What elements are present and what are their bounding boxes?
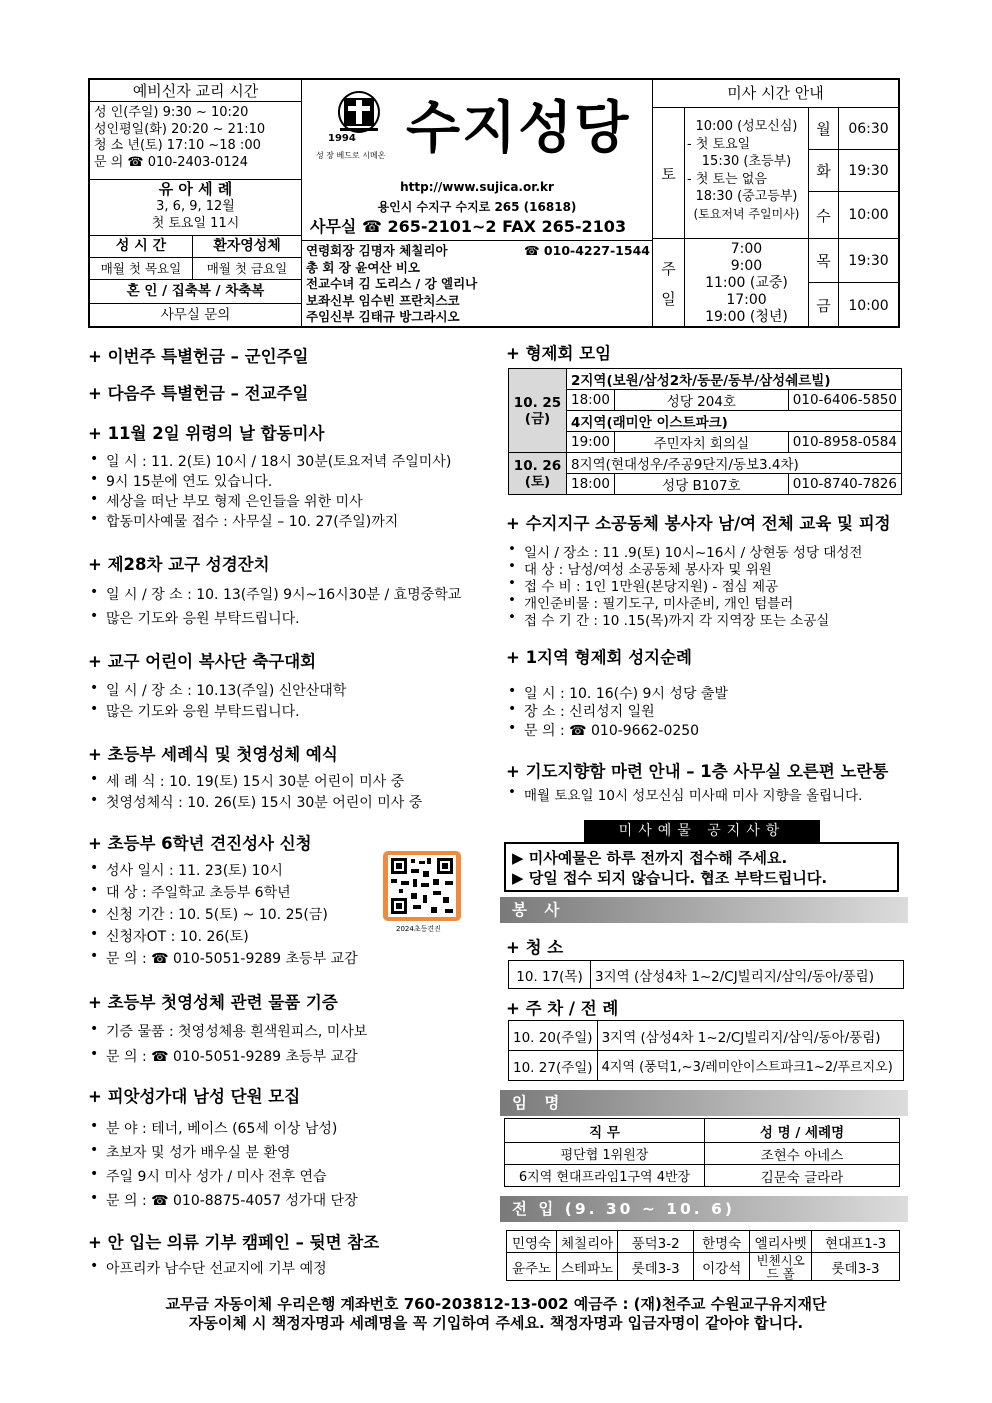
section-title: + 주 차 / 전 례 — [506, 999, 619, 1018]
list-item: • 9시 15분에 연도 있습니다. — [88, 471, 272, 491]
place-cell: 성당 B107호 — [615, 474, 789, 495]
table-cell: 민영숙 — [507, 1231, 557, 1253]
list-item: • 개인준비물 : 필기도구, 미사준비, 개인 텀블러 — [506, 592, 793, 612]
section-title: + 제28차 교구 성경잔치 — [88, 555, 270, 574]
list-item: • 일시 / 장소 : 11 .9(토) 10시~16시 / 상현동 성당 대성전 — [506, 541, 862, 561]
sun-line: 7:00 — [730, 241, 763, 257]
office-contact: 사무실 ☎ 265-2101~2 FAX 265-2103 — [310, 217, 627, 236]
weekday-thu: 목 — [809, 239, 839, 283]
table-cell: 윤주노 — [507, 1253, 557, 1281]
staff-row: 주임신부 김태규 방그라시오 — [306, 309, 460, 324]
date-cell: 10. 17(목) — [509, 961, 591, 989]
holy-hour-cell — [90, 236, 193, 280]
header-cell: 직 무 — [505, 1119, 705, 1143]
table-cell: 김문숙 글라라 — [705, 1165, 900, 1187]
sat-line: 18:30 (중고등부) — [695, 189, 798, 204]
transfer-bar: 전 입 (9. 30 ~ 10. 6) — [500, 1196, 908, 1222]
sun-line: 17:00 — [726, 292, 767, 308]
catechism-line: 청 소 년(토) 17:10 ~18 :00 — [94, 138, 261, 153]
infant-baptism — [90, 180, 301, 236]
list-item: • 아프리카 남수단 선교지에 기부 예정 — [88, 1258, 327, 1278]
table-cell: 롯데3-3 — [812, 1253, 900, 1281]
cleaning-table — [508, 960, 904, 989]
list-item: • 많은 기도와 응원 부탁드립니다. — [88, 608, 300, 628]
infant-title: 유 아 세 례 — [158, 180, 233, 198]
church-motto: 성 장 베드로 시메온 — [316, 151, 386, 160]
header-box — [88, 78, 900, 328]
brotherhood-table — [508, 368, 902, 495]
sat-line: 15:30 (초등부) — [701, 154, 792, 169]
group-cell: 8지역(현대성우/주공9단지/동보3.4차) — [567, 453, 902, 474]
list-item: • 대 상 : 남성/여성 소공동체 봉사자 및 위원 — [506, 558, 772, 578]
table-cell: 풍덕3-2 — [618, 1231, 694, 1253]
appointment-table — [504, 1118, 900, 1187]
marriage-title: 혼 인 / 집축복 / 차축복 — [90, 280, 301, 304]
weekday-tue: 화 — [809, 150, 839, 192]
list-item: • 장 소 : 신리성지 일원 — [506, 701, 655, 721]
section-title: + 11월 2일 위령의 날 합동미사 — [88, 424, 325, 443]
notice-line: ▶ 미사예물은 하루 전까지 접수해 주세요. — [512, 849, 788, 867]
qr-code-icon[interactable] — [383, 851, 461, 921]
phone-cell: 010-6406-5850 — [788, 390, 901, 411]
notice-title: 미사예물 공지사항 — [584, 820, 820, 842]
time-cell: 18:00 — [567, 390, 615, 411]
section-title: + 1지역 형제회 성지순례 — [506, 648, 692, 667]
table-cell: 평단협 1위원장 — [505, 1143, 705, 1165]
sat-line: 10:00 (성모신심) — [695, 119, 798, 134]
section-title: + 형제회 모임 — [506, 344, 612, 363]
list-item: • 분 야 : 테너, 베이스 (65세 이상 남성) — [88, 1118, 337, 1138]
staff-row: 연령회장 김명자 체칠리아 ☎ 010-4227-1544 — [306, 243, 650, 258]
notice-line: ▶ 당일 접수 되지 않습니다. 협조 부탁드립니다. — [512, 869, 828, 887]
appointment-bar: 임 명 — [500, 1090, 908, 1116]
date-cell: 10. 26 (토) — [509, 453, 567, 495]
list-item: • 접 수 비 : 1인 1만원(본당지원) - 점심 제공 — [506, 575, 778, 595]
church-url[interactable]: http://www.sujica.or.kr — [400, 180, 554, 194]
transfer-table — [506, 1230, 900, 1281]
sick-value: 매월 첫 금요일 — [206, 261, 288, 276]
footer-line2: 자동이체 시 책정자명과 세례명을 꼭 기입하여 주세요. 책정자명과 입금자명이 같아야 합니다. — [188, 1314, 804, 1332]
list-item: • 기증 물품 : 첫영성체용 흰색원피스, 미사보 — [88, 1021, 367, 1041]
list-item: • 신청자OT : 10. 26(토) — [88, 926, 249, 946]
catechism-line: 문 의 ☎ 010-2403-0124 — [94, 154, 249, 170]
table-cell: 6지역 현대프라임1구역 4반장 — [505, 1165, 705, 1187]
list-item: • 많은 기도와 응원 부탁드립니다. — [88, 701, 300, 721]
mass-schedule — [653, 80, 898, 326]
staff-row: 보좌신부 임수빈 프란치스코 — [306, 292, 460, 308]
district-cell: 3지역 (삼성4차 1~2/CJ빌리지/삼익/동아/풍림) — [591, 961, 904, 989]
list-item: • 합동미사예물 접수 : 사무실 – 10. 27(주일)까지 — [88, 511, 398, 531]
section-title: + 안 입는 의류 기부 캠페인 – 뒷면 참조 — [88, 1233, 380, 1252]
sat-label: 토 — [653, 108, 685, 239]
place-cell: 주민자치 회의실 — [615, 432, 789, 453]
list-item: • 초보자 및 성가 배우실 분 환영 — [88, 1142, 291, 1162]
section-title: + 기도지향함 마련 안내 – 1층 사무실 오른편 노란통 — [506, 762, 889, 781]
notice-box — [504, 842, 899, 892]
weekday-tue-time: 19:30 — [839, 150, 898, 192]
date-cell: 10. 27(주일) — [509, 1051, 598, 1081]
sat-times — [685, 108, 809, 239]
table-cell: 롯데3-3 — [618, 1253, 694, 1281]
list-item: • 접 수 기 간 : 10 .15(목)까지 각 지역장 또는 소공실 — [506, 609, 829, 629]
sat-line: - 첫 토요일 — [687, 136, 751, 152]
table-cell: 체칠리아 — [557, 1231, 618, 1253]
mass-title: 미사 시간 안내 — [653, 80, 898, 108]
infant-line2: 첫 토요일 11시 — [151, 216, 240, 231]
holy-hour-title: 성 시 간 — [90, 236, 192, 258]
staff-phone: ☎ 010-4227-1544 — [524, 243, 650, 258]
list-item: • 문 의 : ☎ 010-5051-9289 초등부 교감 — [88, 1046, 358, 1066]
place-cell: 성당 204호 — [615, 390, 789, 411]
footer-line1: 교무금 자동이체 우리은행 계좌번호 760-203812-13-002 예금주 : (재)천주교 수원교구유지재단 — [165, 1295, 827, 1313]
list-item: • 일 시 : 10. 16(수) 9시 성당 출발 — [506, 683, 728, 703]
section-title: + 이번주 특별헌금 – 군인주일 — [88, 347, 309, 366]
sick-cell — [193, 236, 301, 280]
time-cell: 19:00 — [567, 432, 615, 453]
sick-title: 환자영성체 — [193, 236, 301, 258]
staff-row: 전교수녀 김 도리스 / 강 엘리나 — [306, 276, 478, 291]
catechism-title: 예비신자 교리 시간 — [132, 82, 259, 100]
catechism-lines — [90, 102, 301, 180]
weekday-fri: 금 — [809, 283, 839, 328]
section-title: + 청 소 — [506, 938, 564, 957]
church-address: 용인시 수지구 수지로 265 (16818) — [377, 200, 577, 214]
section-title: + 초등부 6학년 견진성사 신청 — [88, 834, 312, 853]
catechism-title-cell — [90, 80, 301, 102]
phone-cell: 010-8958-0584 — [788, 432, 901, 453]
section-title: + 초등부 첫영성체 관련 물품 기증 — [88, 993, 338, 1012]
weekday-wed: 수 — [809, 192, 839, 239]
section-title: + 수지지구 소공동체 봉사자 남/여 전체 교육 및 피정 — [506, 514, 891, 533]
sun-line: 9:00 — [730, 258, 763, 274]
district-cell: 4지역 (풍덕1,~3/레미안이스트파크1~2/푸르지오) — [597, 1051, 903, 1081]
catechism-line: 성 인(주일) 9:30 ~ 10:20 — [94, 105, 249, 120]
infant-line1: 3, 6, 9, 12월 — [156, 199, 235, 214]
list-item: • 문 의 : ☎ 010-8875-4057 성가대 단장 — [88, 1190, 358, 1210]
time-cell: 18:00 — [567, 474, 615, 495]
staff-list — [302, 240, 652, 326]
section-title: + 피앗성가대 남성 단원 모집 — [88, 1087, 301, 1106]
list-item: • 문 의 : ☎ 010-9662-0250 — [506, 720, 699, 740]
list-item: • 대 상 : 주일학교 초등부 6학년 — [88, 882, 291, 902]
marriage-value: 사무실 문의 — [160, 307, 231, 323]
sat-line: (토요저녁 주일미사) — [693, 206, 800, 221]
district-cell: 3지역 (삼성4차 1~2/CJ빌리지/삼익/동아/풍림) — [597, 1021, 903, 1051]
group-cell: 4지역(래미안 이스트파크) — [567, 411, 902, 432]
list-item: • 세상을 떠난 부모 형제 은인들을 위한 미사 — [88, 491, 363, 511]
section-title: + 교구 어린이 복사단 축구대회 — [88, 652, 317, 671]
list-item: • 문 의 : ☎ 010-5051-9289 초등부 교감 — [88, 948, 358, 968]
header-left — [90, 80, 302, 326]
date-cell: 10. 25 (금) — [509, 369, 567, 453]
list-item: • 매월 토요일 10시 성모신심 미사때 미사 지향을 올립니다. — [506, 784, 862, 804]
sun-label: 주 일 — [653, 239, 685, 328]
group-cell: 2지역(보원/삼성2차/동문/동부/삼성쉐르빌) — [567, 369, 902, 390]
list-item: • 신청 기간 : 10. 5(토) ~ 10. 25(금) — [88, 904, 328, 924]
table-cell: 엘리사벳 — [750, 1231, 812, 1253]
section-title: + 다음주 특별헌금 – 전교주일 — [88, 384, 309, 403]
qr-caption: 2024초등견진 — [396, 925, 441, 933]
phone-cell: 010-8740-7826 — [788, 474, 901, 495]
list-item: • 성사 일시 : 11. 23(토) 10시 — [88, 860, 283, 880]
holy-hour-row — [90, 236, 301, 280]
header-cell: 성 명 / 세례명 — [705, 1119, 900, 1143]
table-cell: 빈첸시오 드 폴 — [750, 1253, 812, 1281]
parking-table — [508, 1020, 904, 1081]
table-cell: 이강석 — [694, 1253, 750, 1281]
weekday-mon-time: 06:30 — [839, 108, 898, 150]
service-bar: 봉 사 — [500, 897, 908, 923]
staff-row: 총 회 장 윤여산 비오 — [306, 259, 421, 275]
header-middle — [302, 80, 653, 326]
holy-hour-value: 매월 첫 목요일 — [100, 261, 182, 276]
sun-times — [685, 239, 809, 328]
list-item: • 일 시 : 11. 2(토) 10시 / 18시 30분(토요저녁 주일미사) — [88, 451, 451, 471]
sat-line: - 첫 토는 없음 — [687, 171, 767, 187]
weekday-wed-time: 10:00 — [839, 192, 898, 239]
church-year: 1994 — [328, 133, 356, 144]
table-cell: 한명숙 — [694, 1231, 750, 1253]
list-item: • 일 시 / 장 소 : 10. 13(주일) 9시~16시30분 / 효명중학교 — [88, 584, 461, 604]
sun-line: 11:00 (교중) — [705, 275, 788, 291]
table-cell: 조현수 아네스 — [705, 1143, 900, 1165]
catechism-line: 성인평일(화) 20:20 ~ 21:10 — [94, 121, 266, 137]
table-cell: 스테파노 — [557, 1253, 618, 1281]
section-title: + 초등부 세례식 및 첫영성체 예식 — [88, 745, 338, 764]
marriage-cell — [90, 280, 301, 328]
weekday-fri-time: 10:00 — [848, 297, 889, 314]
table-cell: 현대프1-3 — [812, 1231, 900, 1253]
church-name: 수지성당 — [406, 96, 631, 161]
weekday-thu-time: 19:30 — [839, 239, 898, 283]
list-item: • 첫영성체식 : 10. 26(토) 15시 30분 어린이 미사 중 — [88, 792, 422, 812]
list-item: • 일 시 / 장 소 : 10.13(주일) 신안산대학 — [88, 680, 346, 700]
date-cell: 10. 20(주일) — [509, 1021, 598, 1051]
list-item: • 주일 9시 미사 성가 / 미사 전후 연습 — [88, 1166, 327, 1186]
list-item: • 세 례 식 : 10. 19(토) 15시 30분 어린이 미사 중 — [88, 771, 404, 791]
sun-line: 19:00 (청년) — [705, 309, 788, 325]
weekday-mon: 월 — [809, 108, 839, 150]
